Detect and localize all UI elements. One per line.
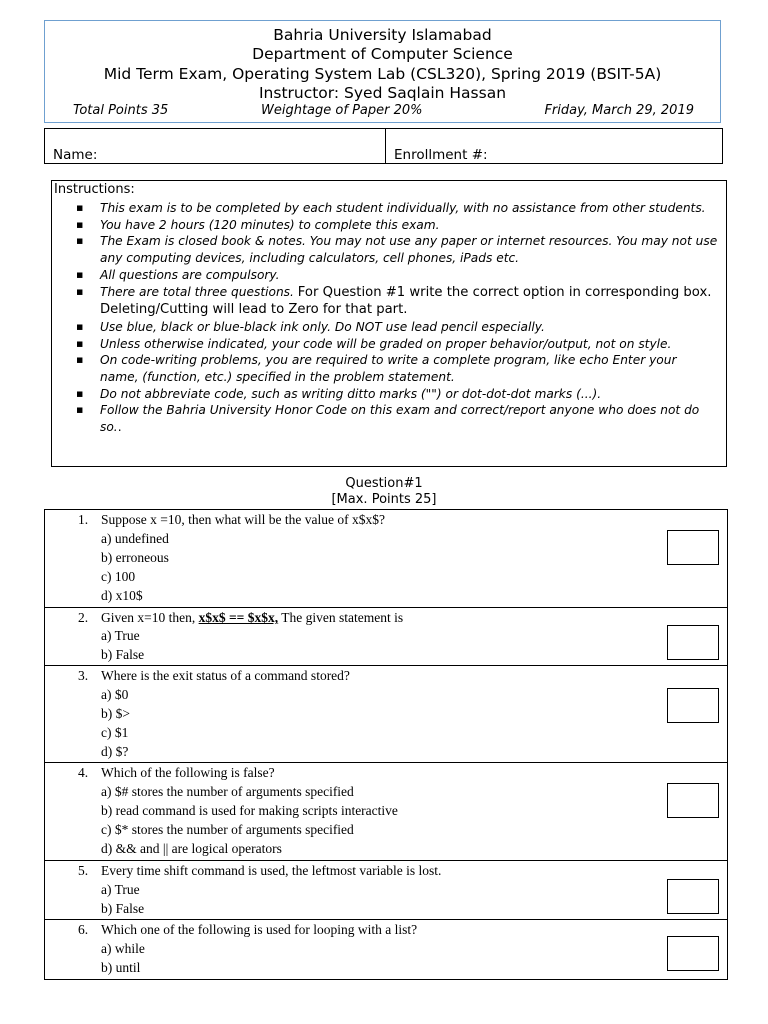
- enrollment-field[interactable]: Enrollment #:: [394, 147, 488, 163]
- question-text: [101, 610, 403, 626]
- question-points: [Max. Points 25]: [331, 492, 437, 507]
- question-text: Which one of the following is used for looping with a list?: [101, 922, 418, 937]
- instruction-item: ▪ Do not abbreviate code, such as writing ditto marks ("") or dot-dot-dot marks (...).: [98, 386, 718, 403]
- question-text: Which of the following is false?: [101, 765, 275, 780]
- instruction-item: [98, 284, 718, 319]
- exam-date: Friday, March 29, 2019: [544, 103, 694, 118]
- question-row: [45, 665, 727, 762]
- option: a) True: [101, 882, 140, 897]
- option: d) && and || are logical operators: [101, 841, 282, 856]
- question-number: 4.: [78, 765, 89, 780]
- instructions-list: [98, 200, 718, 436]
- answer-box[interactable]: [667, 879, 719, 914]
- answer-box[interactable]: [667, 936, 719, 971]
- question-number: 1.: [78, 512, 89, 527]
- option: a) while: [101, 941, 145, 956]
- question-text: Every time shift command is used, the leftmost variable is lost.: [101, 863, 442, 878]
- question-expression: x$x$ == $x$x,: [198, 610, 279, 625]
- option: c) $* stores the number of arguments specified: [101, 822, 354, 837]
- exam-title: Mid Term Exam, Operating System Lab (CSL320), Spring 2019 (BSIT-5A): [103, 65, 662, 83]
- instruction-period: .: [117, 420, 122, 435]
- instruction-item: ▪ Unless otherwise indicated, your code will be graded on proper behavior/output, not on style.: [98, 336, 718, 353]
- instruction-item: ▪ This exam is to be completed by each student individually, with no assistance from other students.: [98, 200, 718, 217]
- instruction-bold-note: For Question #1 write the correct option in corresponding box. Deleting/Cutting will lead to Zero for that part.: [100, 284, 712, 318]
- option: c) 100: [101, 569, 136, 584]
- instruction-item: ▪ You have 2 hours (120 minutes) to complete this exam.: [98, 217, 718, 234]
- question-number: 6.: [78, 922, 89, 937]
- option: a) $0: [101, 687, 129, 702]
- department-name: Department of Computer Science: [252, 45, 513, 63]
- question-text: Where is the exit status of a command stored?: [101, 668, 350, 683]
- option: b) until: [101, 960, 141, 975]
- option: a) undefined: [101, 531, 169, 546]
- question-number: 5.: [78, 863, 89, 878]
- option: d) $?: [101, 744, 129, 759]
- instructions-box: [51, 180, 727, 467]
- instruction-item: ▪ The Exam is closed book & notes. You may not use any paper or internet resources. You may not use any computing devices, including calculators, cell phones, iPads etc.: [98, 233, 718, 266]
- questions-table: [44, 509, 728, 980]
- weightage: Weightage of Paper 20%: [261, 103, 423, 118]
- instructions-title: Instructions:: [54, 182, 135, 197]
- question-row: [45, 510, 727, 607]
- option: b) False: [101, 901, 145, 916]
- instructor-name: Instructor: Syed Saqlain Hassan: [258, 84, 507, 102]
- university-name: Bahria University Islamabad: [273, 26, 492, 44]
- instruction-text: There are total three questions.: [100, 284, 294, 299]
- option: d) x10$: [101, 588, 143, 603]
- option: c) $1: [101, 725, 129, 740]
- option: b) read command is used for making scripts interactive: [101, 803, 398, 818]
- name-field[interactable]: Name:: [53, 147, 98, 163]
- question-title: Question#1: [345, 476, 423, 491]
- answer-box[interactable]: [667, 783, 719, 818]
- question-row: [45, 860, 727, 919]
- question-text-part: Given x=10 then,: [101, 610, 199, 625]
- student-info-box: [44, 128, 723, 164]
- instruction-item: ▪ All questions are compulsory.: [98, 267, 718, 284]
- question-row: [45, 919, 727, 979]
- exam-header: [44, 20, 721, 123]
- total-points: Total Points 35: [73, 103, 169, 118]
- question-row: [45, 762, 727, 860]
- option: a) True: [101, 628, 140, 643]
- option: b) erroneous: [101, 550, 169, 565]
- question-number: 2.: [78, 610, 89, 625]
- answer-box[interactable]: [667, 625, 719, 660]
- instruction-item: ▪ Use blue, black or blue-black ink only. Do NOT use lead pencil especially.: [98, 319, 718, 336]
- instruction-text: Follow the Bahria University Honor Code on this exam and correct/report anyone who does not do so.: [100, 403, 700, 435]
- answer-box[interactable]: [667, 688, 719, 723]
- option: b) $>: [101, 706, 130, 721]
- option: a) $# stores the number of arguments specified: [101, 784, 354, 799]
- instruction-item: ▪ On code-writing problems, you are required to write a complete program, like echo Enter your name, (function, etc.) specified in the problem statement.: [98, 352, 718, 385]
- answer-box[interactable]: [667, 530, 719, 565]
- question-text: Suppose x =10, then what will be the value of x$x$?: [101, 512, 385, 527]
- instruction-item: [98, 402, 718, 435]
- question-text-part: The given statement is: [278, 610, 404, 625]
- question-number: 3.: [78, 668, 89, 683]
- divider: [385, 129, 386, 163]
- question-row: [45, 607, 727, 665]
- option: b) False: [101, 647, 145, 662]
